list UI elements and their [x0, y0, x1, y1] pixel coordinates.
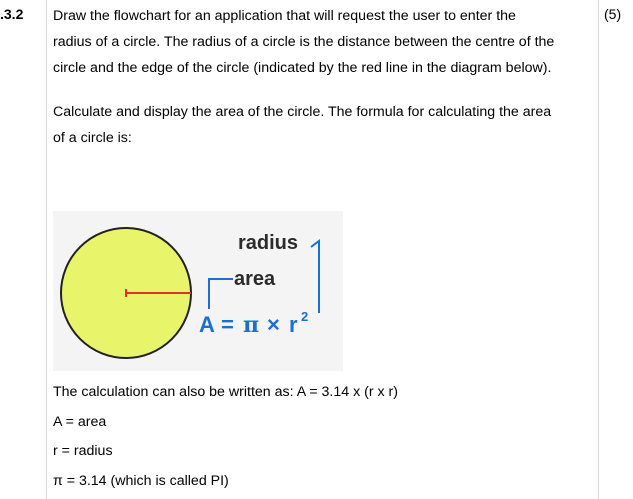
paragraph-instructions [53, 3, 593, 81]
area-bracket [209, 279, 233, 309]
question-text [53, 0, 593, 151]
diagram-svg [53, 211, 343, 371]
radius-bracket [311, 241, 319, 313]
circle-area-diagram [53, 211, 343, 371]
text-line: π = 3.14 (which is called PI) [53, 472, 229, 489]
question-marks: (5) [604, 6, 622, 22]
formula-pi: π [243, 312, 260, 338]
right-column-divider [598, 0, 599, 499]
radius-label: radius [238, 232, 299, 254]
formula-equals: = [221, 312, 234, 337]
text-line: A = area [53, 413, 107, 430]
formula-explanation [53, 378, 593, 496]
paragraph-calculate [53, 99, 593, 151]
text-line: of a circle is: [53, 130, 132, 146]
formula-r: r [289, 312, 298, 337]
area-label: area [234, 268, 276, 290]
text-line: Draw the flowchart for an application that will request the user to enter the [53, 8, 516, 24]
left-column-divider [46, 0, 47, 499]
text-line: Calculate and display the area of the circle. The formula for calculating the area [53, 104, 552, 120]
question-number: .3.2 [0, 6, 24, 22]
text-line: The calculation can also be written as: A = 3.14 x (r x r) [53, 384, 399, 400]
text-line: radius of a circle. The radius of a circle is the distance between the centre of the [53, 34, 555, 50]
text-line: circle and the edge of the circle (indicated by the red line in the diagram below). [53, 60, 552, 76]
formula-times: × [267, 312, 280, 337]
formula-a: A [199, 312, 215, 337]
text-line: r = radius [53, 443, 113, 459]
formula-exponent: 2 [301, 309, 309, 324]
